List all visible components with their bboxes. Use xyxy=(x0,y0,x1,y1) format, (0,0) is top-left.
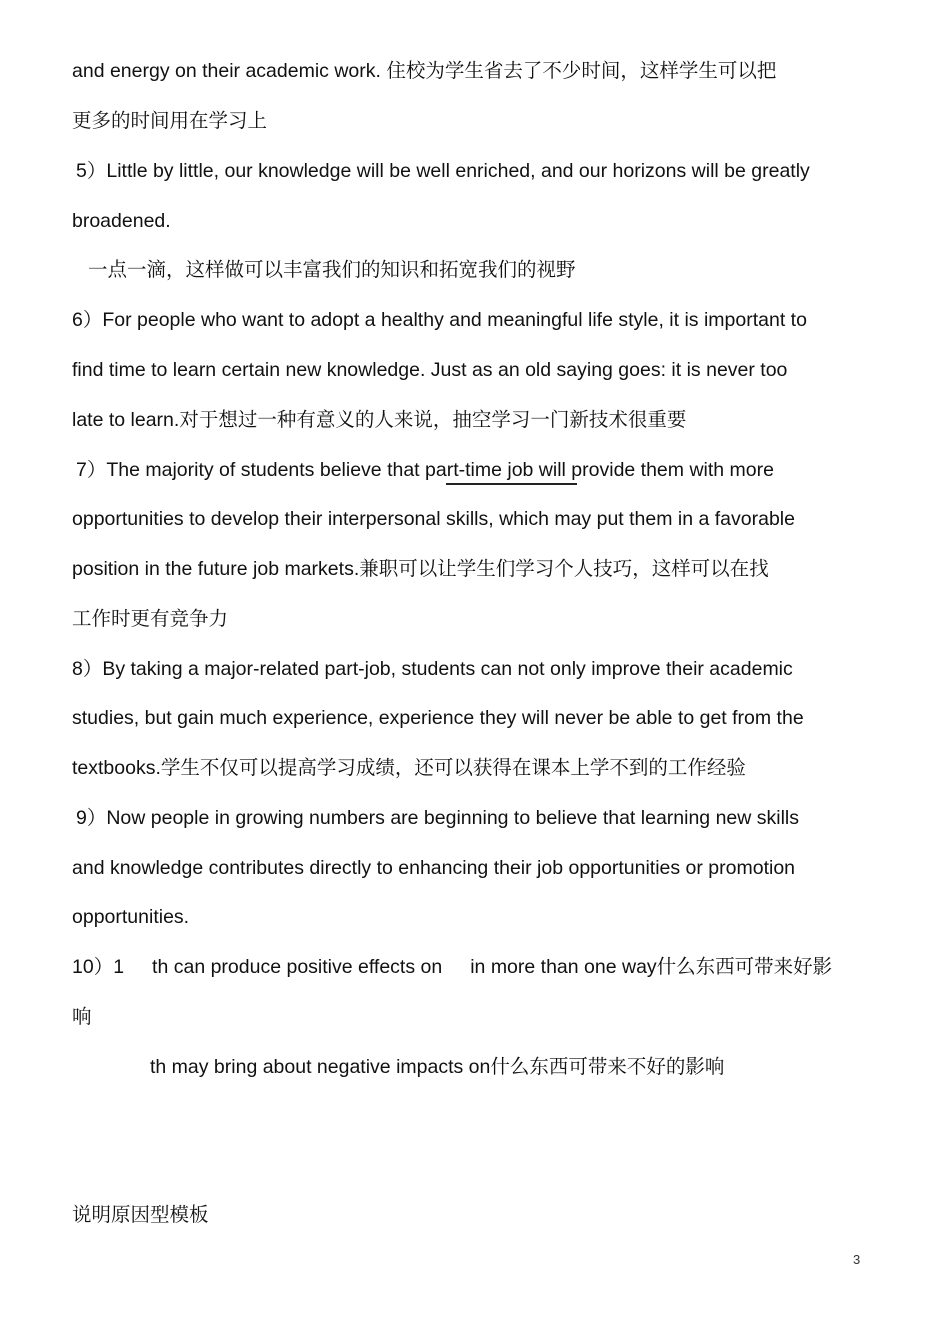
text-line: 5）Little by little, our knowledge will be well enriched, and our horizons will be greatly xyxy=(76,160,810,182)
text-line-item-10 xyxy=(72,954,832,980)
negative-effect-text: th may bring about negative impacts on xyxy=(150,1056,491,1078)
text-line: 7）The majority of students believe that part-time job will provide them with more xyxy=(76,459,774,481)
text-line: position in the future job markets.兼职可以让学生们学习个人技巧，这样可以在找 xyxy=(72,558,769,580)
text-line: and knowledge contributes directly to enhancing their job opportunities or promotion xyxy=(72,857,796,879)
text-line: find time to learn certain new knowledge. Just as an old saying goes: it is never too xyxy=(72,359,788,381)
text-line: textbooks.学生不仅可以提高学习成绩，还可以获得在课本上学不到的工作经验 xyxy=(72,757,746,779)
text-line: 工作时更有竞争力 xyxy=(72,608,229,630)
text-line: broadened. xyxy=(72,210,171,232)
section-heading: 说明原因型模板 xyxy=(72,1204,209,1226)
text-line: 6）For people who want to adopt a healthy and meaningful life style, it is important to xyxy=(72,309,807,331)
text-line: studies, but gain much experience, experience they will never be able to get from the xyxy=(72,707,804,729)
text-line: 更多的时间用在学习上 xyxy=(72,110,268,132)
text-line: 一点一滴，这样做可以丰富我们的知识和拓宽我们的视野 xyxy=(88,259,576,281)
text-line: opportunities to develop their interpersonal skills, which may put them in a favorable xyxy=(72,508,795,530)
text-line: 9）Now people in growing numbers are beginning to believe that learning new skills xyxy=(76,807,800,829)
text-line: opportunities. xyxy=(72,906,190,928)
underline-mark xyxy=(446,483,577,485)
text-line: late to learn.对于想过一种有意义的人来说，抽空学习一门新技术很重要 xyxy=(72,409,687,431)
text-line: and energy on their academic work. 住校为学生省去了不少时间，这样学生可以把 xyxy=(72,60,777,82)
negative-effect-chinese: 什么东西可带来不好的影响 xyxy=(490,1056,725,1078)
text-line: 响 xyxy=(72,1006,92,1028)
page-number: 3 xyxy=(853,1252,861,1267)
item-10-chinese: 什么东西可带来好影 xyxy=(656,956,833,978)
item-10-number: 10）1 xyxy=(72,956,125,978)
text-line-negative xyxy=(150,1054,724,1080)
text-line: 8）By taking a major-related part-job, students can not only improve their academic xyxy=(72,658,793,680)
item-10-positive-text: th can produce positive effects on xyxy=(152,956,443,978)
item-10-positive-text-2: in more than one way xyxy=(470,956,657,978)
